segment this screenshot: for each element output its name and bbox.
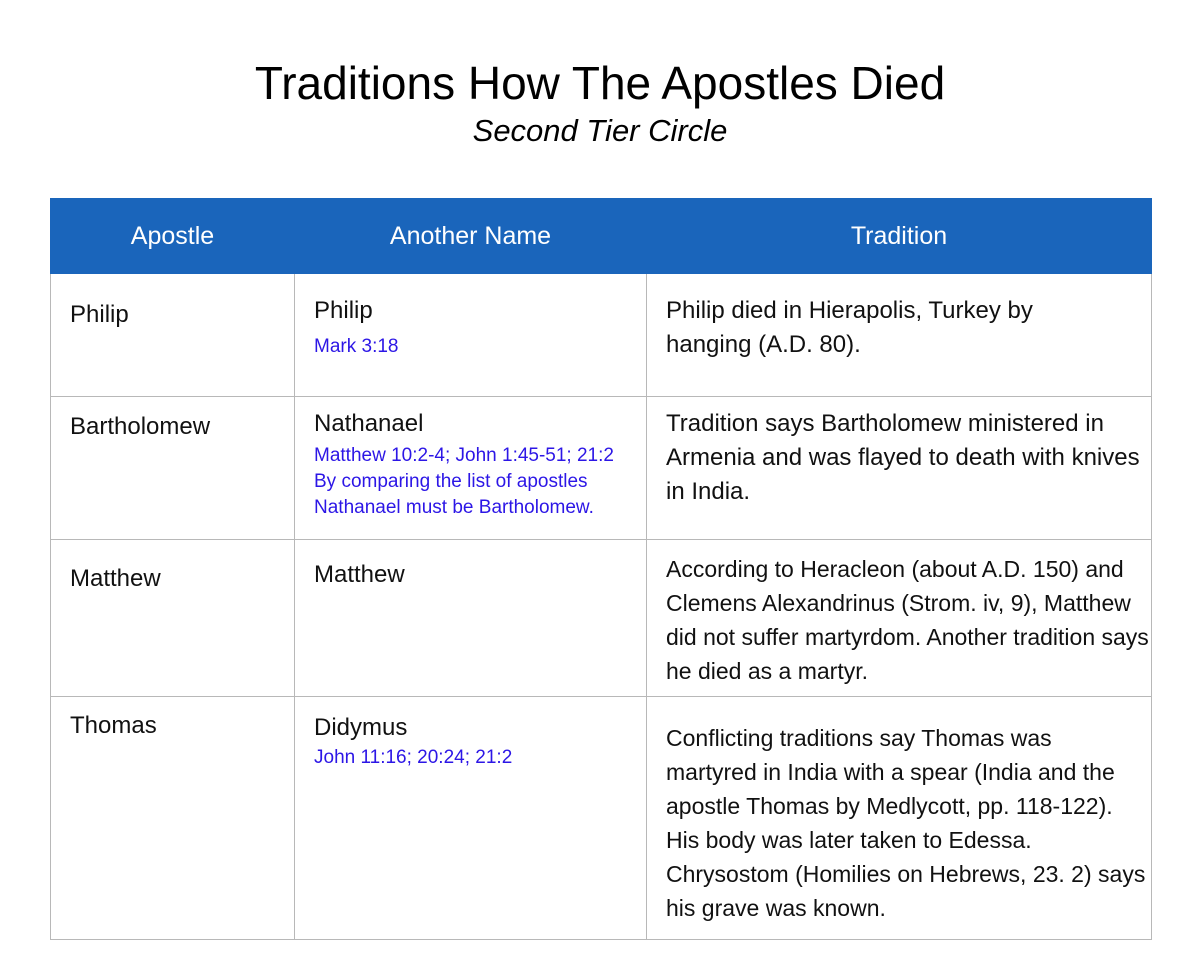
another-name-cell: [295, 397, 647, 540]
page-subtitle: Second Tier Circle: [472, 113, 728, 148]
apostle-cell: [51, 274, 295, 397]
reference-note: Nathanael must be Bartholomew.: [314, 497, 594, 518]
another-name: Nathanael: [314, 410, 424, 437]
another-name: Didymus: [314, 714, 408, 741]
another-name-cell: [295, 274, 647, 397]
apostle-cell: [51, 397, 295, 540]
column-header-apostle: Apostle: [51, 199, 295, 274]
scripture-reference: Mark 3:18: [314, 336, 399, 357]
apostle-name: Bartholomew: [70, 413, 211, 440]
tradition-text: Philip died in Hierapolis, Turkey by hanging (A.D. 80).: [666, 297, 1033, 358]
column-header-another-name: Another Name: [295, 199, 647, 274]
scripture-reference: John 11:16; 20:24; 21:2: [314, 747, 513, 768]
tradition-text: Conflicting traditions say Thomas was martyred in India with a spear (India and the apostle Thomas by Medlycott, pp. 118-122). His body was later taken to Edessa. Chrysostom (Homilies on Hebrews, 23. 2) says his grave was known.: [666, 725, 1146, 921]
another-name: Matthew: [314, 561, 405, 588]
another-name: Philip: [314, 297, 373, 324]
tradition-cell: [647, 540, 1152, 697]
column-header-tradition: Tradition: [647, 199, 1152, 274]
apostle-cell: [51, 540, 295, 697]
scripture-reference: Matthew 10:2-4; John 1:45-51; 21:2: [314, 445, 614, 466]
apostle-name: Philip: [70, 301, 129, 328]
reference-note: By comparing the list of apostles: [314, 471, 588, 492]
table-row: [51, 274, 1152, 397]
tradition-cell: [647, 397, 1152, 540]
tradition-cell: [647, 274, 1152, 397]
apostle-name: Thomas: [70, 712, 157, 739]
tradition-text: According to Heracleon (about A.D. 150) and Clemens Alexandrinus (Strom. iv, 9), Matthew did not suffer martyrdom. Another tradition says he died as a martyr.: [666, 556, 1149, 684]
apostle-cell: [51, 697, 295, 940]
another-name-cell: [295, 540, 647, 697]
table-row: [51, 697, 1152, 940]
table-row: [51, 397, 1152, 540]
table-header-row: [51, 199, 1152, 274]
page-title: Traditions How The Apostles Died: [254, 57, 946, 109]
table-row: [51, 540, 1152, 697]
tradition-cell: [647, 697, 1152, 940]
apostles-table: [50, 198, 1152, 940]
tradition-text: Tradition says Bartholomew ministered in Armenia and was flayed to death with knives in India.: [666, 410, 1140, 505]
apostle-name: Matthew: [70, 565, 161, 592]
another-name-cell: [295, 697, 647, 940]
